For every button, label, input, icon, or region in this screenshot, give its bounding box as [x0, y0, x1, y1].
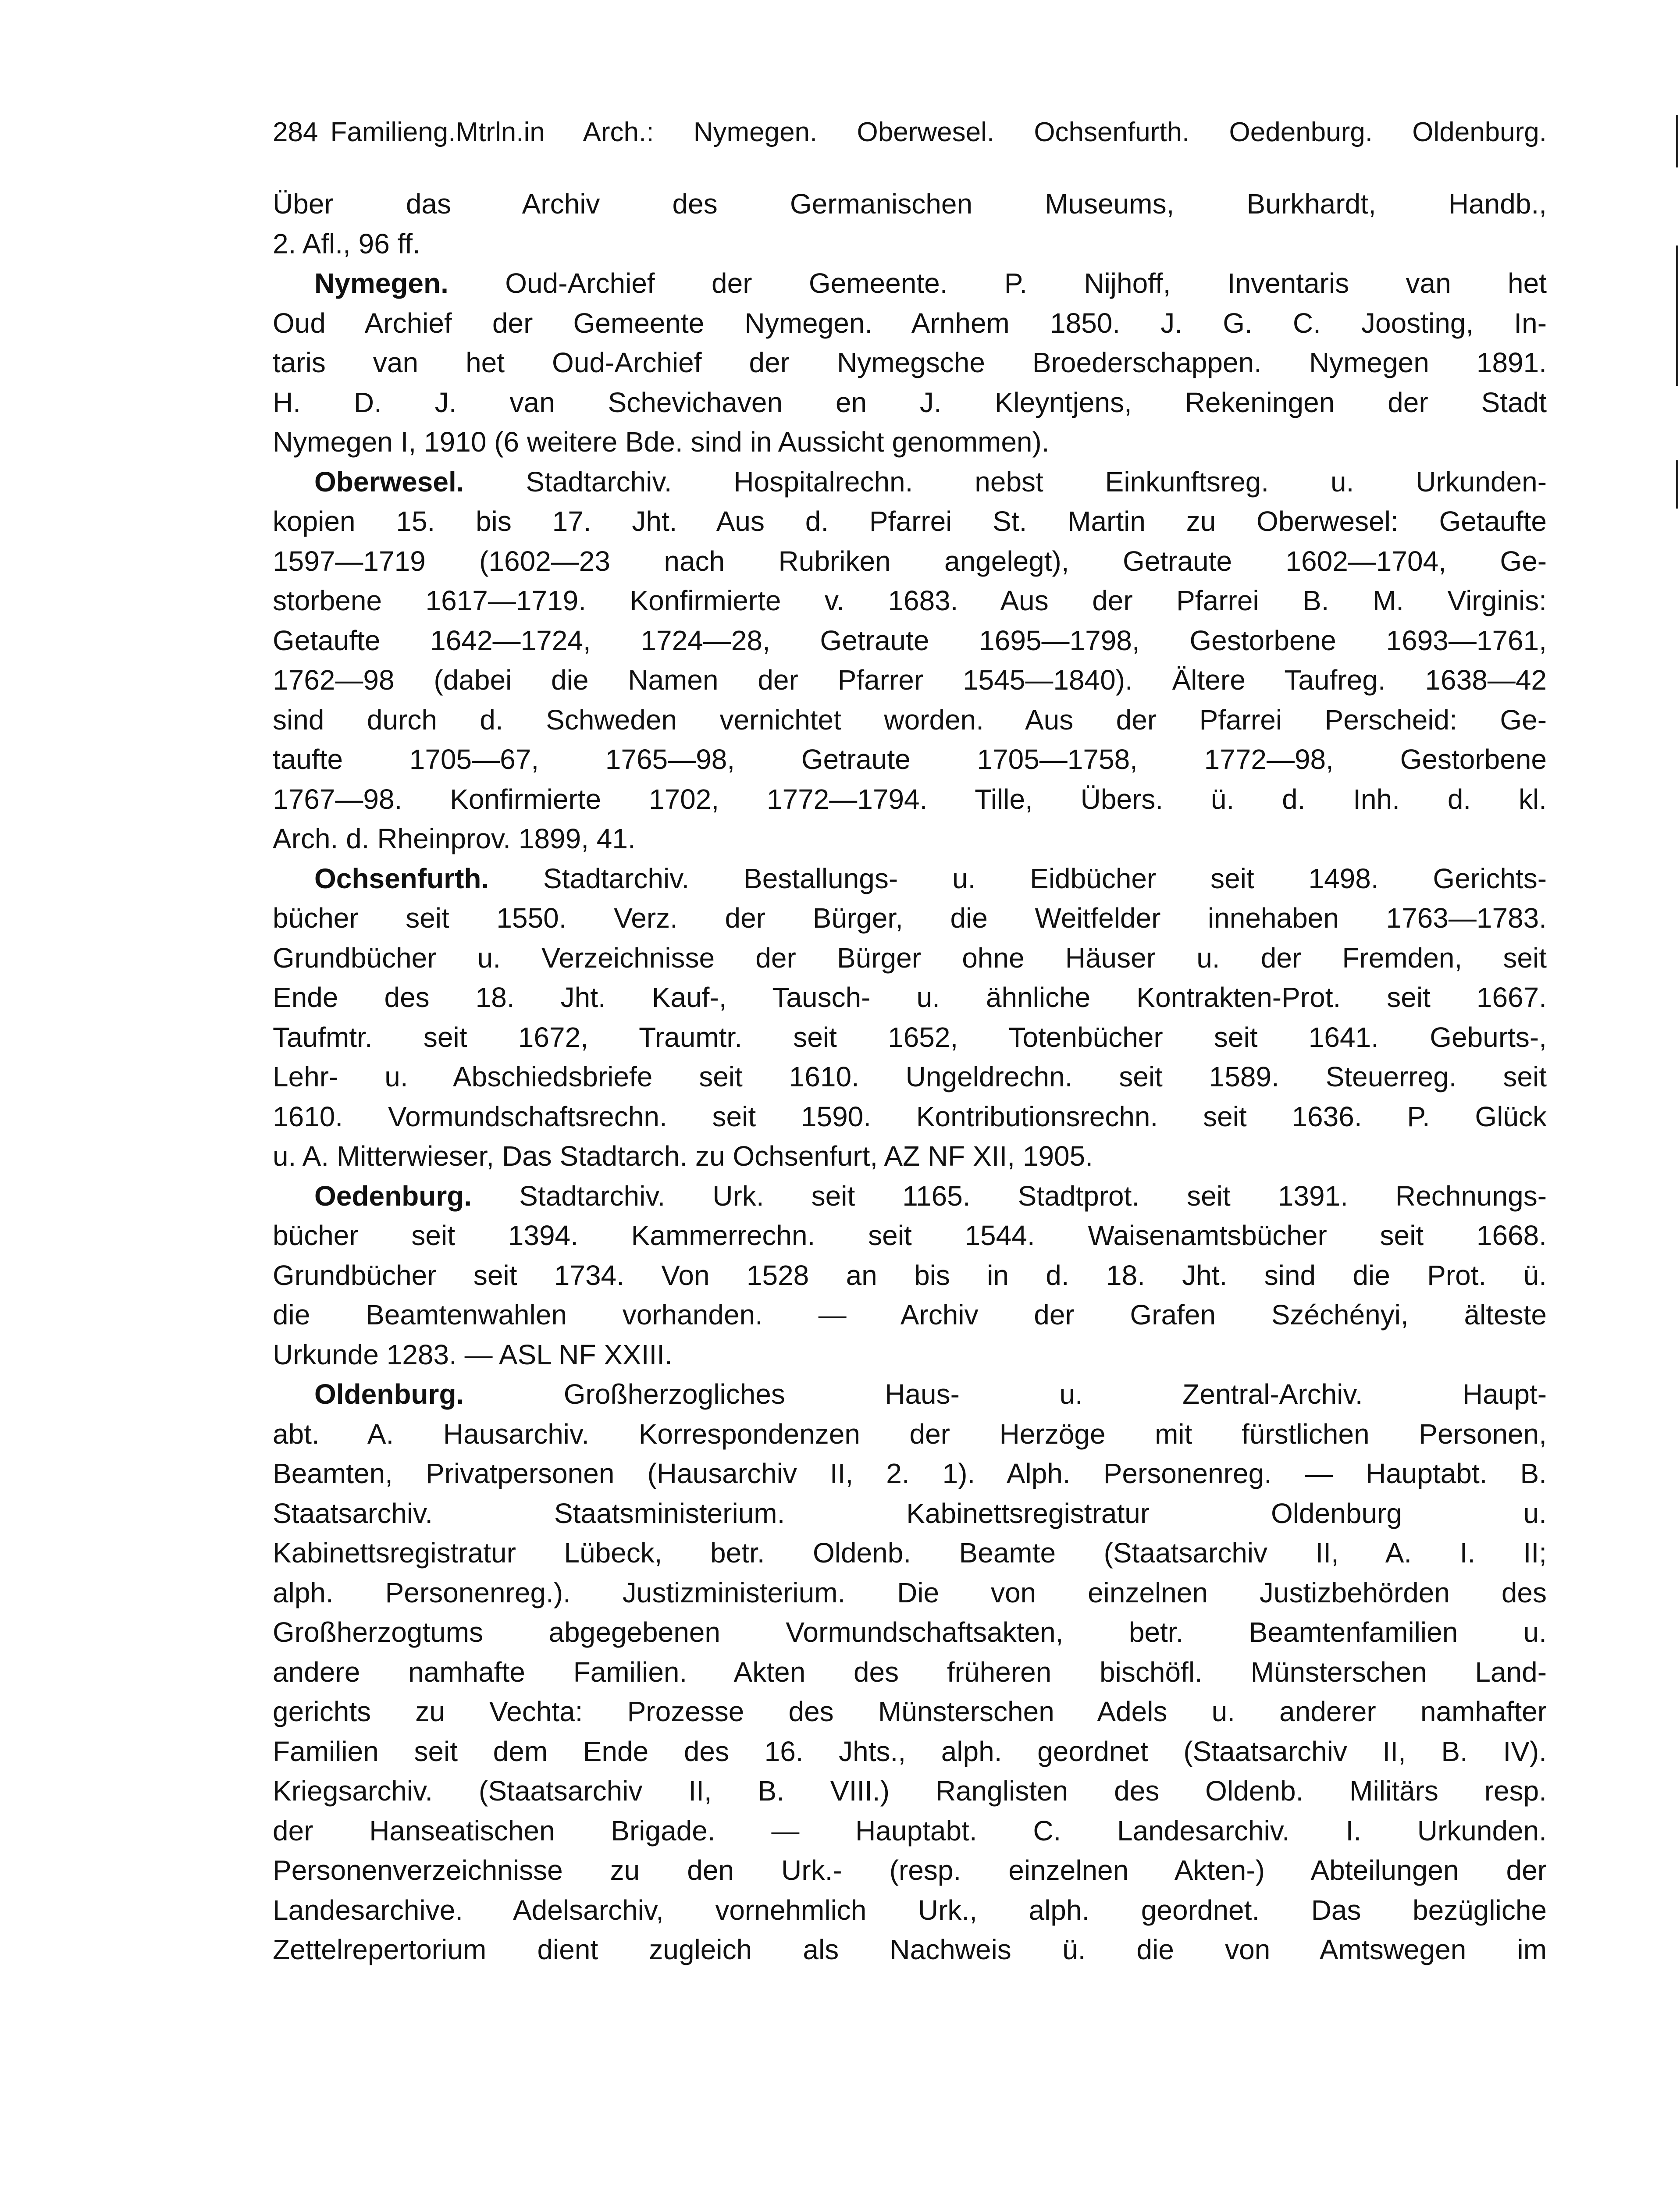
entry-heading: Oldenburg. [314, 1378, 464, 1410]
text-line [273, 978, 1547, 1018]
text-line [273, 1454, 1547, 1494]
text-line [273, 700, 1547, 740]
line-text: Beamten, Privatpersonen (Hausarchiv II, 2. 1). Alph. Personenreg. — Hauptabt. B. [273, 1458, 1547, 1489]
line-text: Stadtarchiv. Bestallungs- u. Eidbücher seit 1498. Gerichts- [543, 862, 1547, 894]
line-text: sind durch d. Schweden vernichtet worden. Aus der Pfarrei Perscheid: Ge- [273, 704, 1547, 736]
line-text: 1762—98 (dabei die Namen der Pfarrer 1545—1840). Ältere Taufreg. 1638—42 [273, 664, 1547, 696]
text-line [273, 541, 1547, 581]
text-line [273, 1494, 1547, 1534]
page-number: 284 [273, 117, 318, 147]
line-text: 1767—98. Konfirmierte 1702, 1772—1794. Tille, Übers. ü. d. Inh. d. kl. [273, 783, 1547, 815]
line-text: der Hanseatischen Brigade. — Hauptabt. C. Landesarchiv. I. Urkunden. [273, 1815, 1547, 1847]
text-line [273, 422, 1547, 462]
entry-heading: Ochsenfurth. [314, 862, 489, 894]
text-line [273, 263, 1547, 303]
line-text: die Beamtenwahlen vorhanden. — Archiv der Grafen Széchényi, älteste [273, 1299, 1547, 1331]
text-line [273, 383, 1547, 423]
line-text: 2. Afl., 96 ff. [273, 228, 420, 260]
text-line [273, 1573, 1547, 1613]
line-text: Kriegsarchiv. (Staatsarchiv II, B. VIII.) Ranglisten des Oldenb. Militärs resp. [273, 1775, 1547, 1807]
text-line [273, 1374, 1547, 1414]
line-text: gerichts zu Vechta: Prozesse des Münsterschen Adels u. anderer namhafter [273, 1696, 1547, 1727]
text-line [273, 1216, 1547, 1256]
text-line [273, 1018, 1547, 1057]
running-header [273, 115, 1547, 150]
text-line [273, 1850, 1547, 1890]
line-text: bücher seit 1550. Verz. der Bürger, die Weitfelder innehaben 1763—1783. [273, 902, 1547, 934]
text-line [273, 1176, 1547, 1216]
text-line [273, 1136, 1547, 1176]
text-line [273, 1097, 1547, 1137]
line-text: Grundbücher u. Verzeichnisse der Bürger ohne Häuser u. der Fremden, seit [273, 942, 1547, 974]
text-line [273, 859, 1547, 899]
text-line [273, 1811, 1547, 1851]
line-text: Kabinettsregistratur Lübeck, betr. Oldenb. Beamte (Staatsarchiv II, A. I. II; [273, 1537, 1547, 1569]
text-line [273, 660, 1547, 700]
text-line [273, 1612, 1547, 1652]
line-text: Stadtarchiv. Hospitalrechn. nebst Einkunftsreg. u. Urkunden- [526, 466, 1547, 498]
line-text: u. A. Mitterwieser, Das Stadtarch. zu Ochsenfurt, AZ NF XII, 1905. [273, 1140, 1093, 1172]
entry-heading: Nymegen. [314, 267, 448, 299]
line-text: Großherzogtums abgegebenen Vormundschaftsakten, betr. Beamtenfamilien u. [273, 1616, 1547, 1648]
text-line [273, 938, 1547, 978]
text-line [273, 1652, 1547, 1692]
line-text: bücher seit 1394. Kammerrechn. seit 1544. Waisenamtsbücher seit 1668. [273, 1220, 1547, 1251]
text-line [273, 1732, 1547, 1772]
running-title: Familieng.Mtrln.in Arch.: Nymegen. Oberwesel. Ochsenfurth. Oedenburg. Oldenburg. [330, 117, 1547, 147]
text-line [273, 1890, 1547, 1930]
line-text: Oud Archief der Gemeente Nymegen. Arnhem 1850. J. G. C. Joosting, In- [273, 307, 1547, 339]
line-text: Ende des 18. Jht. Kauf-, Tausch- u. ähnliche Kontrakten-Prot. seit 1667. [273, 982, 1547, 1013]
body-text [273, 184, 1547, 1970]
line-text: Familien seit dem Ende des 16. Jhts., alph. geordnet (Staatsarchiv II, B. IV). [273, 1735, 1547, 1767]
text-line [273, 581, 1547, 621]
line-text: kopien 15. bis 17. Jht. Aus d. Pfarrei St. Martin zu Oberwesel: Getaufte [273, 505, 1547, 537]
entry-heading: Oberwesel. [314, 466, 464, 498]
text-line [273, 621, 1547, 661]
text-line [273, 184, 1547, 224]
line-text: Taufmtr. seit 1672, Traumtr. seit 1652, Totenbücher seit 1641. Geburts-, [273, 1021, 1547, 1053]
line-text: Staatsarchiv. Staatsministerium. Kabinettsregistratur Oldenburg u. [273, 1497, 1547, 1529]
text-line [273, 1256, 1547, 1295]
line-text: Zettelrepertorium dient zugleich als Nachweis ü. die von Amtswegen im [273, 1934, 1547, 1965]
line-text: andere namhafte Familien. Akten des früheren bischöfl. Münsterschen Land- [273, 1656, 1547, 1688]
text-line [273, 502, 1547, 541]
text-line [273, 1414, 1547, 1454]
text-line [273, 1057, 1547, 1097]
line-text: Nymegen I, 1910 (6 weitere Bde. sind in Aussicht genommen). [273, 426, 1050, 458]
line-text: taufte 1705—67, 1765—98, Getraute 1705—1758, 1772—98, Gestorbene [273, 744, 1547, 775]
line-text: Grundbücher seit 1734. Von 1528 an bis in d. 18. Jht. sind die Prot. ü. [273, 1259, 1547, 1291]
line-text: storbene 1617—1719. Konfirmierte v. 1683. Aus der Pfarrei B. M. Virginis: [273, 585, 1547, 616]
line-text: Großherzogliches Haus- u. Zentral-Archiv. Haupt- [563, 1378, 1547, 1410]
line-text: 1610. Vormundschaftsrechn. seit 1590. Kontributionsrechn. seit 1636. P. Glück [273, 1100, 1547, 1132]
line-text: Getaufte 1642—1724, 1724—28, Getraute 1695—1798, Gestorbene 1693—1761, [273, 624, 1547, 656]
line-text: alph. Personenreg.). Justizministerium. Die von einzelnen Justizbehörden des [273, 1576, 1547, 1608]
text-line [273, 1533, 1547, 1573]
line-text: Über das Archiv des Germanischen Museums, Burkhardt, Handb., [273, 188, 1547, 220]
line-text: Stadtarchiv. Urk. seit 1165. Stadtprot. seit 1391. Rechnungs- [519, 1180, 1547, 1212]
scan-artifact [1676, 460, 1678, 509]
entry-heading: Oedenburg. [314, 1180, 472, 1212]
text-line [273, 343, 1547, 383]
line-text: Personenverzeichnisse zu den Urk.- (resp. einzelnen Akten-) Abteilungen der [273, 1854, 1547, 1886]
line-text: Lehr- u. Abschiedsbriefe seit 1610. Ungeldrechn. seit 1589. Steuerreg. seit [273, 1061, 1547, 1092]
text-line [273, 819, 1547, 859]
text-line [273, 1295, 1547, 1335]
line-text: taris van het Oud-Archief der Nymegsche Broederschappen. Nymegen 1891. [273, 347, 1547, 378]
text-line [273, 1771, 1547, 1811]
line-text: 1597—1719 (1602—23 nach Rubriken angelegt), Getraute 1602—1704, Ge- [273, 545, 1547, 577]
text-line [273, 1335, 1547, 1375]
text-line [273, 303, 1547, 343]
line-text: Oud-Archief der Gemeente. P. Nijhoff, Inventaris van het [505, 267, 1547, 299]
line-text: H. D. J. van Schevichaven en J. Kleyntjens, Rekeningen der Stadt [273, 386, 1547, 418]
text-line [273, 740, 1547, 779]
text-line [273, 779, 1547, 819]
text-line [273, 224, 1547, 264]
line-text: Landesarchive. Adelsarchiv, vornehmlich Urk., alph. geordnet. Das bezügliche [273, 1894, 1547, 1926]
line-text: abt. A. Hausarchiv. Korrespondenzen der Herzöge mit fürstlichen Personen, [273, 1418, 1547, 1450]
text-line [273, 1930, 1547, 1970]
text-line [273, 1692, 1547, 1732]
scan-artifact [1676, 115, 1678, 167]
line-text: Arch. d. Rheinprov. 1899, 41. [273, 823, 636, 854]
text-line [273, 898, 1547, 938]
scan-artifact [1676, 246, 1678, 386]
line-text: Urkunde 1283. — ASL NF XXIII. [273, 1338, 673, 1370]
text-line [273, 462, 1547, 502]
